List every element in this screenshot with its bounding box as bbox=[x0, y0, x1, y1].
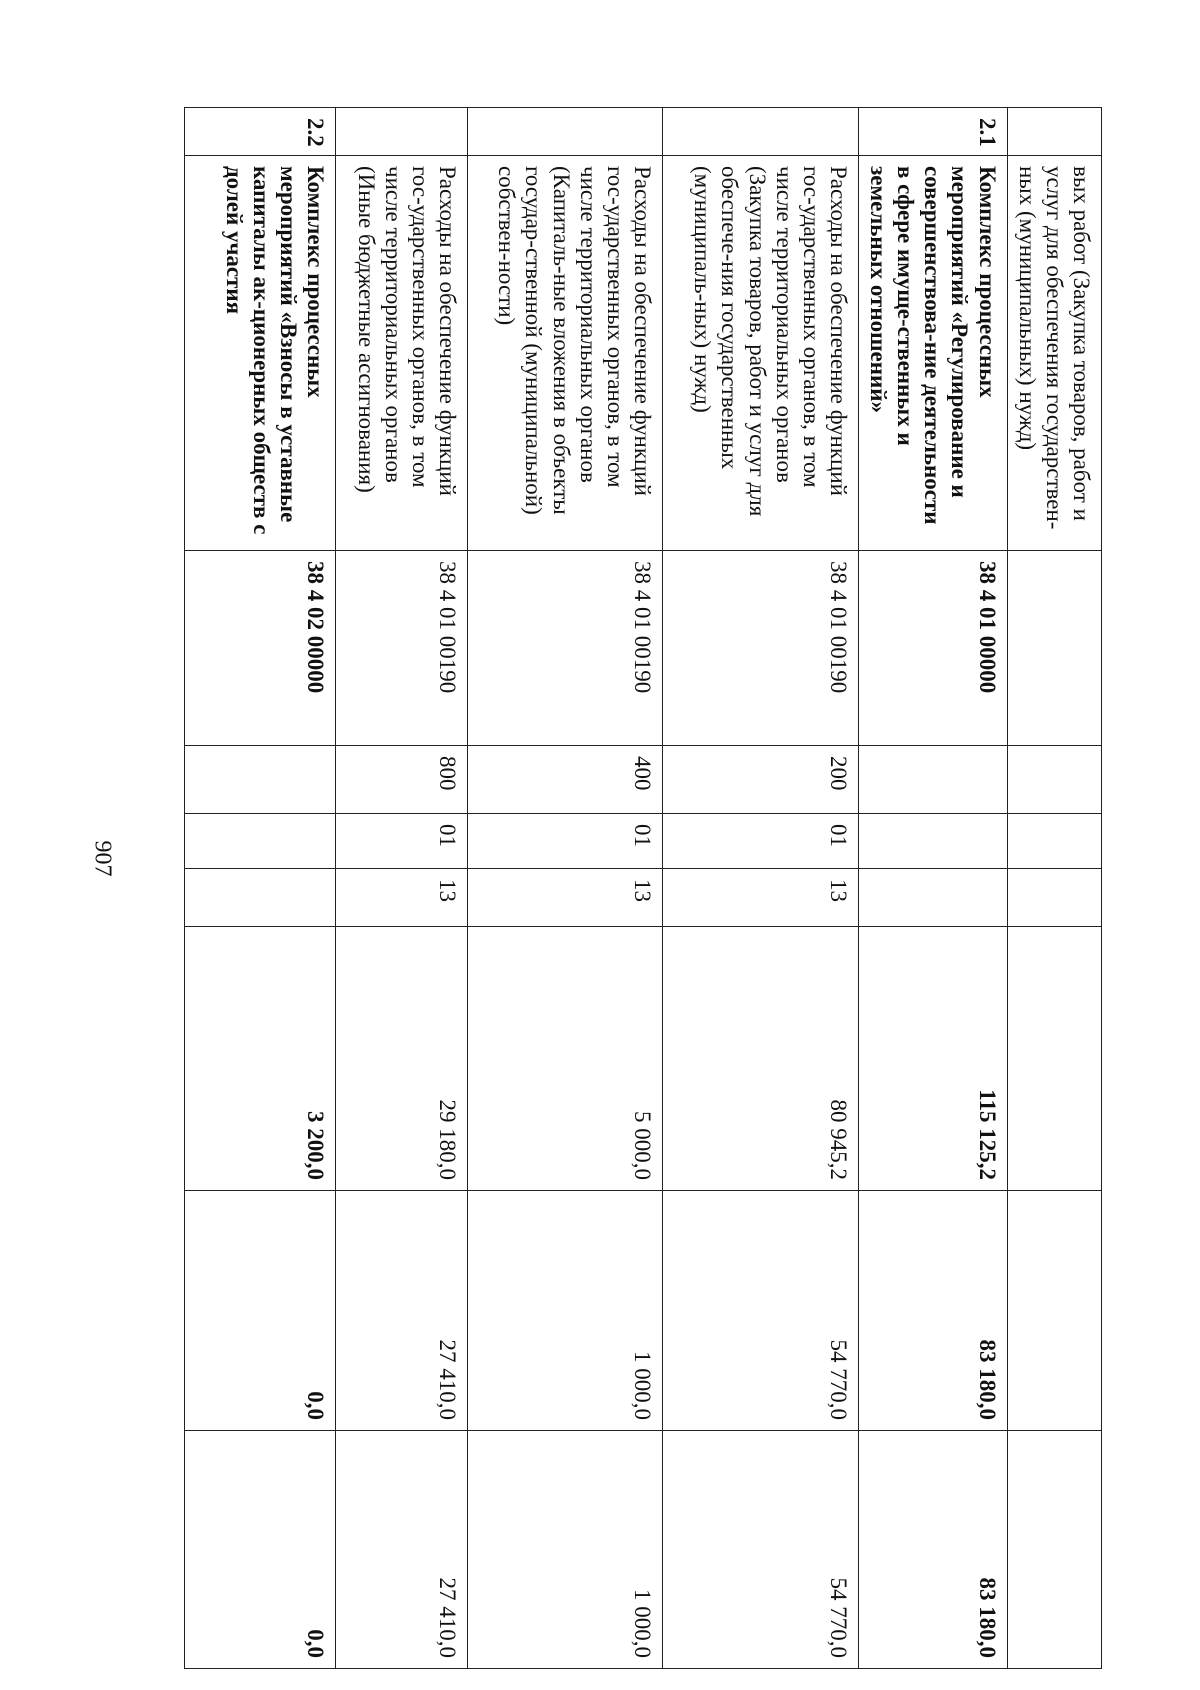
row-number bbox=[336, 108, 468, 156]
section-code: 01 bbox=[468, 814, 663, 869]
amount-year-1: 80 945,2 bbox=[663, 927, 859, 1191]
section-code bbox=[859, 814, 1008, 869]
amount-year-2 bbox=[1007, 1191, 1101, 1431]
rotated-table-container bbox=[212, 107, 1102, 1668]
page-number: 907 bbox=[89, 840, 116, 877]
expense-type-code bbox=[1007, 746, 1101, 814]
section-code: 01 bbox=[663, 814, 859, 869]
expense-type-code: 400 bbox=[468, 746, 663, 814]
subsection-code: 13 bbox=[663, 869, 859, 927]
subsection-code: 13 bbox=[468, 869, 663, 927]
target-article-code: 38 4 01 00190 bbox=[336, 551, 468, 746]
row-number bbox=[468, 108, 663, 156]
section-code bbox=[185, 814, 336, 869]
section-code: 01 bbox=[336, 814, 468, 869]
amount-year-3: 54 770,0 bbox=[663, 1431, 859, 1669]
amount-year-2: 83 180,0 bbox=[859, 1191, 1008, 1431]
amount-year-2: 27 410,0 bbox=[336, 1191, 468, 1431]
amount-year-1: 115 125,2 bbox=[859, 927, 1008, 1191]
subsection-code bbox=[1007, 869, 1101, 927]
row-number bbox=[663, 108, 859, 156]
subsection-code: 13 bbox=[336, 869, 468, 927]
amount-year-2: 0,0 bbox=[185, 1191, 336, 1431]
table-row bbox=[185, 108, 336, 1669]
amount-year-1: 3 200,0 bbox=[185, 927, 336, 1191]
table-row bbox=[859, 108, 1008, 1669]
table-row bbox=[1007, 108, 1101, 1669]
subsection-code bbox=[859, 869, 1008, 927]
expense-type-code bbox=[859, 746, 1008, 814]
target-article-code: 38 4 01 00000 bbox=[859, 551, 1008, 746]
amount-year-1: 29 180,0 bbox=[336, 927, 468, 1191]
row-number: 2.1 bbox=[859, 108, 1008, 156]
amount-year-3: 27 410,0 bbox=[336, 1431, 468, 1669]
table-row bbox=[336, 108, 468, 1669]
target-article-code: 38 4 02 00000 bbox=[185, 551, 336, 746]
expense-type-code bbox=[185, 746, 336, 814]
amount-year-3: 1 000,0 bbox=[468, 1431, 663, 1669]
row-number: 2.2 bbox=[185, 108, 336, 156]
amount-year-2: 1 000,0 bbox=[468, 1191, 663, 1431]
row-description: Расходы на обеспечение функций гос-ударственных органов, в том числе территориальных органов (Капиталь-ные вложения в объекты государ-ственной (муниципальной) собствен-ности) bbox=[468, 156, 663, 551]
row-description: Комплекс процессных мероприятий «Регулирование и совершенствова-ние деятельности в сфере имуще-ственных и земельных отношений» bbox=[859, 156, 1008, 551]
section-code bbox=[1007, 814, 1101, 869]
row-description: Комплекс процессных мероприятий «Взносы в уставные капиталы ак-ционерных обществ с долей участия bbox=[185, 156, 336, 551]
amount-year-3 bbox=[1007, 1431, 1101, 1669]
amount-year-1: 5 000,0 bbox=[468, 927, 663, 1191]
amount-year-3: 83 180,0 bbox=[859, 1431, 1008, 1669]
budget-table bbox=[184, 107, 1102, 1669]
amount-year-3: 0,0 bbox=[185, 1431, 336, 1669]
target-article-code: 38 4 01 00190 bbox=[663, 551, 859, 746]
table-row bbox=[468, 108, 663, 1669]
row-description: Расходы на обеспечение функций гос-ударственных органов, в том числе территориальных органов (Иные бюджетные ассигнования) bbox=[336, 156, 468, 551]
table-row bbox=[663, 108, 859, 1669]
row-description: вых работ (Закупка товаров, работ и услуг для обеспечения государствен-ных (муниципальных) нужд) bbox=[1007, 156, 1101, 551]
row-number bbox=[1007, 108, 1101, 156]
subsection-code bbox=[185, 869, 336, 927]
row-description: Расходы на обеспечение функций гос-ударственных органов, в том числе территориальных органов (Закупка товаров, работ и услуг для обеспече-ния государственных (муниципаль-ных) нужд) bbox=[663, 156, 859, 551]
amount-year-2: 54 770,0 bbox=[663, 1191, 859, 1431]
target-article-code bbox=[1007, 551, 1101, 746]
amount-year-1 bbox=[1007, 927, 1101, 1191]
expense-type-code: 200 bbox=[663, 746, 859, 814]
target-article-code: 38 4 01 00190 bbox=[468, 551, 663, 746]
expense-type-code: 800 bbox=[336, 746, 468, 814]
